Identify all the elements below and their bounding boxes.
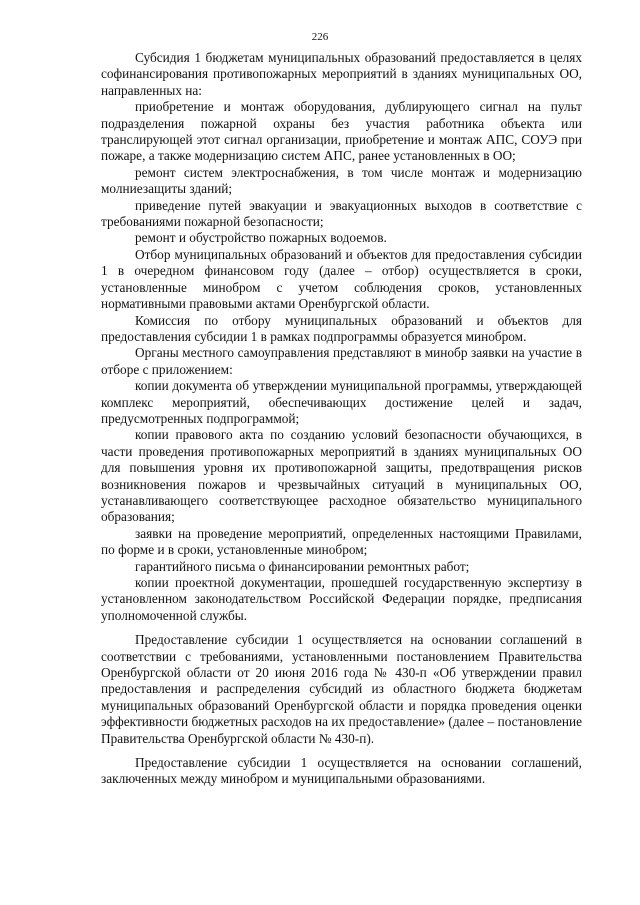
paragraph: приобретение и монтаж оборудования, дублирующего сигнал на пульт подразделения пожарной охраны без участия работника объекта или транслирующей этот сигнал организации, приобретение и монтаж АПС, СОУЭ при пожаре, а также модернизацию систем АПС, ранее установленных в ОО; (101, 99, 582, 164)
document-body (101, 50, 582, 788)
paragraph: копии правового акта по созданию условий безопасности обучающихся, в части проведения противопожарных мероприятий в зданиях муниципальных ОО для повышения уровня их противопожарной защиты, предотвращения рисков возникновения пожаров и чрезвычайных ситуаций в муниципальных ОО, устанавливающего соответствующее расходное обязательство муниципального образования; (101, 427, 582, 525)
paragraph: ремонт систем электроснабжения, в том числе монтаж и модернизацию молниезащиты зданий; (101, 164, 582, 197)
paragraph: гарантийного письма о финансировании ремонтных работ; (135, 558, 470, 574)
paragraph: ремонт и обустройство пожарных водоемов. (135, 230, 387, 246)
paragraph: Предоставление субсидии 1 осуществляется на основании соглашений, заключенных между минобром и муниципальными образованиями. (101, 755, 582, 787)
page-number: 226 (311, 31, 329, 43)
paragraph: Отбор муниципальных образований и объектов для предоставления субсидии 1 в очередном финансовом году (далее – отбор) осуществляется в сроки, установленные минобром с учетом соблюдения сроков, установленных нормативными правовыми актами Оренбургской области. (101, 246, 582, 312)
paragraph: Органы местного самоуправления представляют в минобр заявки на участие в отборе с приложением: (101, 345, 582, 377)
paragraph: Комиссия по отбору муниципальных образований и объектов для предоставления субсидии 1 в рамках подпрограммы образуется минобром. (101, 312, 582, 344)
paragraph: приведение путей эвакуации и эвакуационных выходов в соответствие с требованиями пожарной безопасности; (101, 197, 582, 230)
paragraph: Субсидия 1 бюджетам муниципальных образований предоставляется в целях софинансирования противопожарных мероприятий в зданиях муниципальных ОО, направленных на: (101, 50, 582, 98)
paragraph: копии проектной документации, прошедшей государственную экспертизу в установленном законодательством Российской Федерации порядке, предписания уполномоченной службы. (101, 575, 582, 623)
paragraph: заявки на проведение мероприятий, определенных настоящими Правилами, по форме и в сроки, установленные минобром; (101, 525, 582, 558)
paragraph: Предоставление субсидии 1 осуществляется на основании соглашений в соответствии с требованиями, установленными постановлением Правительства Оренбургской области от 20 июня 2016 года № 430-п «Об утверждении правил предоставления и распределения субсидий из областного бюджета бюджетам муниципальных образований Оренбургской области и порядка проведения оценки эффективности бюджетных расходов на их предоставление» (далее – постановление Правительства Оренбургской области № 430-п). (101, 632, 582, 746)
paragraph: копии документа об утверждении муниципальной программы, утверждающей комплекс мероприятий, обеспечивающих достижение целей и задач, предусмотренных подпрограммой; (101, 378, 582, 426)
